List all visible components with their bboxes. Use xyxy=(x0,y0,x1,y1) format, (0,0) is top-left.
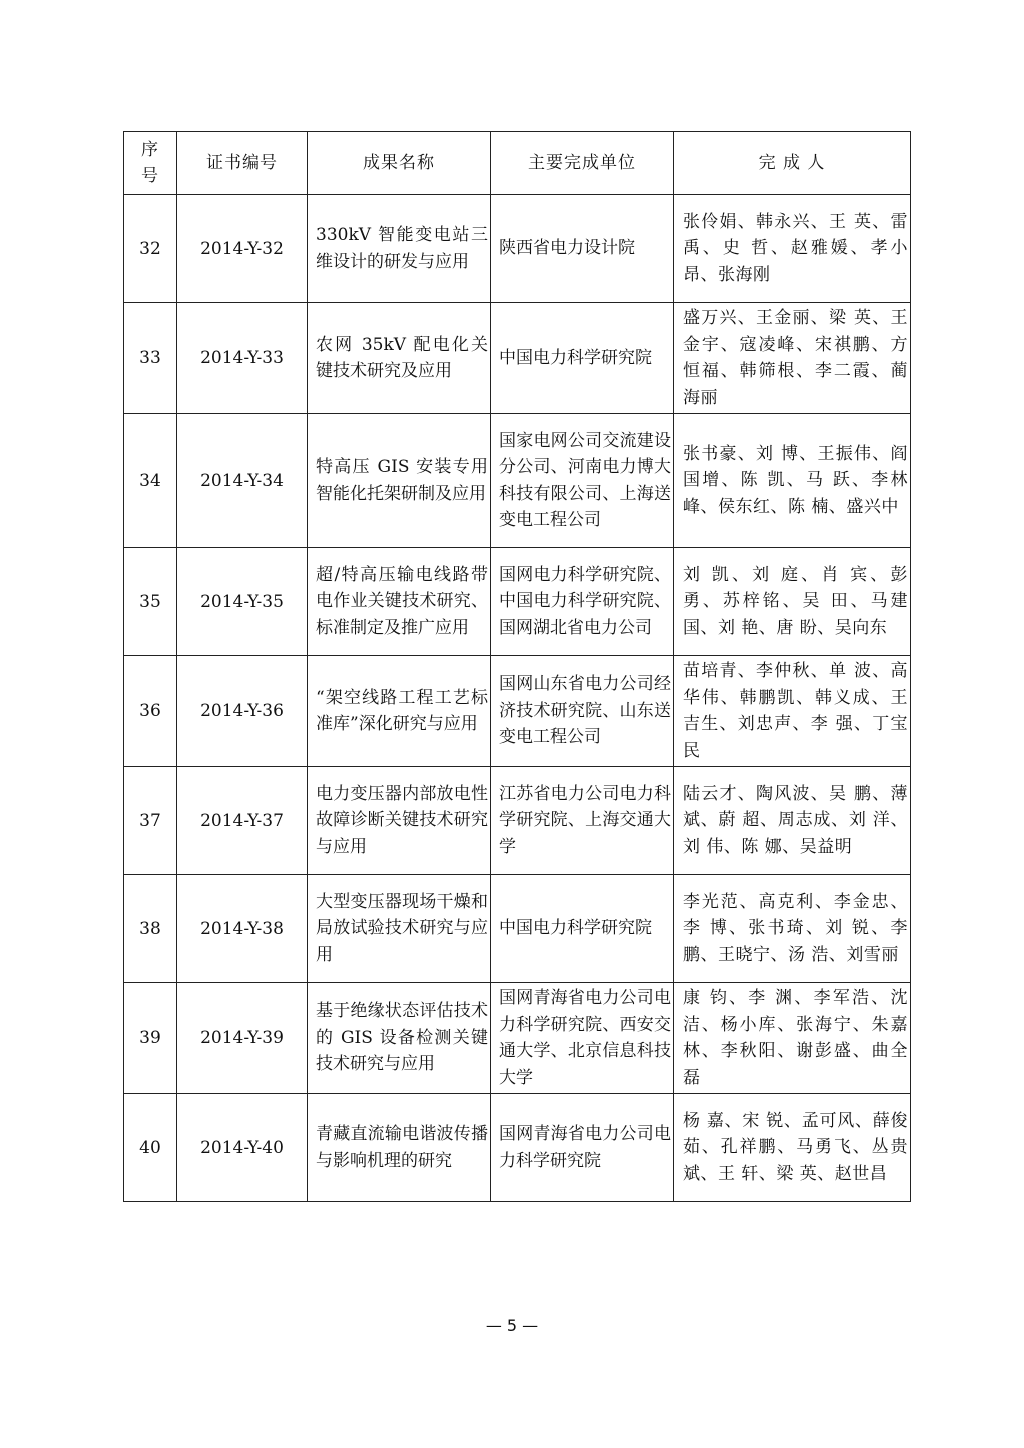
table-row xyxy=(124,548,911,656)
cell-cert: 2014-Y-37 xyxy=(177,767,308,875)
cell-cert: 2014-Y-38 xyxy=(177,875,308,983)
cell-people: 苗培青、李仲秋、单 波、高华伟、韩鹏凯、韩义成、王吉生、刘忠声、李 强、丁宝民 xyxy=(674,656,911,767)
cell-seq: 33 xyxy=(124,303,177,414)
cell-seq: 35 xyxy=(124,548,177,656)
cell-unit: 陕西省电力设计院 xyxy=(491,195,674,303)
cell-name: 特高压 GIS 安装专用智能化托架研制及应用 xyxy=(308,414,491,548)
cell-unit: 国网山东省电力公司经济技术研究院、山东送变电工程公司 xyxy=(491,656,674,767)
cell-people: 刘 凯、刘 庭、肖 宾、彭 勇、苏梓铭、吴 田、马建国、刘 艳、唐 盼、吴向东 xyxy=(674,548,911,656)
cell-unit: 中国电力科学研究院 xyxy=(491,303,674,414)
cell-cert: 2014-Y-35 xyxy=(177,548,308,656)
cell-people: 陆云才、陶风波、吴 鹏、薄 斌、蔚 超、周志成、刘 洋、刘 伟、陈 娜、吴益明 xyxy=(674,767,911,875)
cell-seq: 39 xyxy=(124,983,177,1094)
cell-people: 盛万兴、王金丽、梁 英、王金宇、寇凌峰、宋祺鹏、方恒福、韩筛根、李二霞、蔺海丽 xyxy=(674,303,911,414)
table-row xyxy=(124,195,911,303)
cell-seq: 32 xyxy=(124,195,177,303)
table-row xyxy=(124,303,911,414)
cell-unit: 江苏省电力公司电力科学研究院、上海交通大学 xyxy=(491,767,674,875)
cell-people: 康 钧、李 渊、李军浩、沈 洁、杨小库、张海宁、朱嘉林、李秋阳、谢彭盛、曲全磊 xyxy=(674,983,911,1094)
cell-name: 330kV 智能变电站三维设计的研发与应用 xyxy=(308,195,491,303)
cell-unit: 国网青海省电力公司电力科学研究院、西安交通大学、北京信息科技大学 xyxy=(491,983,674,1094)
header-people: 完 成 人 xyxy=(674,132,911,195)
cell-name: 电力变压器内部放电性故障诊断关键技术研究与应用 xyxy=(308,767,491,875)
cell-cert: 2014-Y-34 xyxy=(177,414,308,548)
cell-cert: 2014-Y-40 xyxy=(177,1094,308,1202)
cell-cert: 2014-Y-32 xyxy=(177,195,308,303)
cell-name: 农网 35kV 配电化关键技术研究及应用 xyxy=(308,303,491,414)
cell-seq: 38 xyxy=(124,875,177,983)
table-row xyxy=(124,875,911,983)
page-number: — 5 — xyxy=(485,1316,539,1335)
table-header-row xyxy=(124,132,911,195)
cell-people: 杨 嘉、宋 锐、孟可风、薛俊茹、孔祥鹏、马勇飞、丛贵斌、王 轩、梁 英、赵世昌 xyxy=(674,1094,911,1202)
cell-people: 张书豪、刘 博、王振伟、阎国增、陈 凯、马 跃、李林峰、侯东红、陈 楠、盛兴中 xyxy=(674,414,911,548)
header-unit: 主要完成单位 xyxy=(491,132,674,195)
cell-seq: 34 xyxy=(124,414,177,548)
awards-table xyxy=(123,131,911,1202)
cell-name: 基于绝缘状态评估技术的 GIS 设备检测关键技术研究与应用 xyxy=(308,983,491,1094)
cell-name: 大型变压器现场干燥和局放试验技术研究与应用 xyxy=(308,875,491,983)
header-cert: 证书编号 xyxy=(177,132,308,195)
table-row xyxy=(124,414,911,548)
cell-name: 青藏直流输电谐波传播与影响机理的研究 xyxy=(308,1094,491,1202)
cell-unit: 国网电力科学研究院、中国电力科学研究院、国网湖北省电力公司 xyxy=(491,548,674,656)
cell-unit: 中国电力科学研究院 xyxy=(491,875,674,983)
cell-seq: 40 xyxy=(124,1094,177,1202)
cell-cert: 2014-Y-39 xyxy=(177,983,308,1094)
table-row xyxy=(124,767,911,875)
cell-cert: 2014-Y-36 xyxy=(177,656,308,767)
header-seq: 序号 xyxy=(124,132,177,195)
cell-name: 超/特高压输电线路带电作业关键技术研究、标准制定及推广应用 xyxy=(308,548,491,656)
cell-unit: 国家电网公司交流建设分公司、河南电力博大科技有限公司、上海送变电工程公司 xyxy=(491,414,674,548)
header-name: 成果名称 xyxy=(308,132,491,195)
cell-people: 张伶娟、韩永兴、王 英、雷 禹、史 哲、赵雅媛、孝小昂、张海刚 xyxy=(674,195,911,303)
table-row xyxy=(124,656,911,767)
cell-seq: 36 xyxy=(124,656,177,767)
cell-cert: 2014-Y-33 xyxy=(177,303,308,414)
cell-people: 李光范、高克利、李金忠、李 博、张书琦、刘 锐、李 鹏、王晓宁、汤 浩、刘雪丽 xyxy=(674,875,911,983)
table-row xyxy=(124,1094,911,1202)
cell-seq: 37 xyxy=(124,767,177,875)
cell-name: “架空线路工程工艺标准库”深化研究与应用 xyxy=(308,656,491,767)
table-row xyxy=(124,983,911,1094)
cell-unit: 国网青海省电力公司电力科学研究院 xyxy=(491,1094,674,1202)
